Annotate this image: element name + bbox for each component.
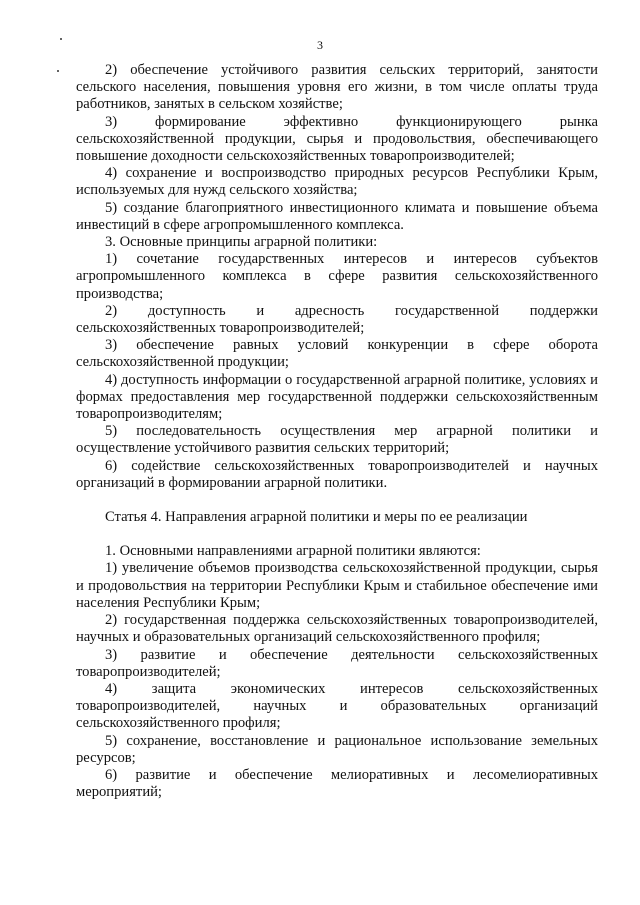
paragraph: 4) сохранение и воспроизводство природных ресурсов Республики Крым, используемых для нужд сельского хозяйства;	[76, 165, 598, 199]
scan-speck	[57, 70, 59, 72]
paragraph: 3. Основные принципы аграрной политики:	[105, 234, 378, 251]
page-number: 3	[317, 38, 323, 52]
paragraph: 6) содействие сельскохозяйственных товаропроизводителей и научных организаций в формировании аграрной политики.	[76, 457, 598, 491]
paragraph: 3) формирование эффективно функционирующего рынка сельскохозяйственной продукции, сырья и продовольствия, обеспечивающего повышение доходности сельскохозяйственных товаропроизводителей;	[76, 113, 598, 165]
paragraph: 3) обеспечение равных условий конкуренции в сфере оборота сельскохозяйственной продукции;	[76, 337, 598, 371]
paragraph: 4) защита экономических интересов сельскохозяйственных товаропроизводителей, научных и образовательных организаций сельскохозяйственного профиля;	[76, 680, 598, 732]
paragraph: 1. Основными направлениями аграрной политики являются:	[105, 543, 481, 560]
article-heading: Статья 4. Направления аграрной политики и меры по ее реализации	[105, 509, 528, 526]
paragraph: 4) доступность информации о государственной аграрной политике, условиях и формах предоставления мер государственной поддержки сельскохозяйственным товаропроизводителям;	[76, 371, 598, 423]
paragraph: 2) доступность и адресность государственной поддержки сельскохозяйственных товаропроизводителей;	[76, 302, 598, 337]
paragraph: 5) создание благоприятного инвестиционного климата и повышение объема инвестиций в сфере агропромышленного комплекса.	[76, 199, 598, 233]
paragraph: 2) государственная поддержка сельскохозяйственных товаропроизводителей, научных и образовательных организаций сельскохозяйственного профиля;	[76, 612, 598, 646]
paragraph: 6) развитие и обеспечение мелиоративных и лесомелиоративных мероприятий;	[76, 766, 598, 801]
paragraph: 5) сохранение, восстановление и рациональное использование земельных ресурсов;	[76, 732, 598, 766]
paragraph: 5) последовательность осуществления мер аграрной политики и осуществление устойчивого развития сельских территорий;	[76, 423, 598, 457]
paragraph: 2) обеспечение устойчивого развития сельских территорий, занятости сельского населения, повышения уровня его жизни, в том числе оплаты труда работников, занятых в сельском хозяйстве;	[76, 62, 598, 113]
paragraph: 1) сочетание государственных интересов и интересов субъектов агропромышленного комплекса в сфере развития сельскохозяйственного производства;	[76, 251, 598, 302]
paragraph: 1) увеличение объемов производства сельскохозяйственной продукции, сырья и продовольствия на территории Республики Крым и стабильное обеспечение ими населения Республики Крым;	[76, 560, 598, 611]
paragraph: 3) развитие и обеспечение деятельности сельскохозяйственных товаропроизводителей;	[76, 646, 598, 680]
document-body	[76, 62, 598, 801]
